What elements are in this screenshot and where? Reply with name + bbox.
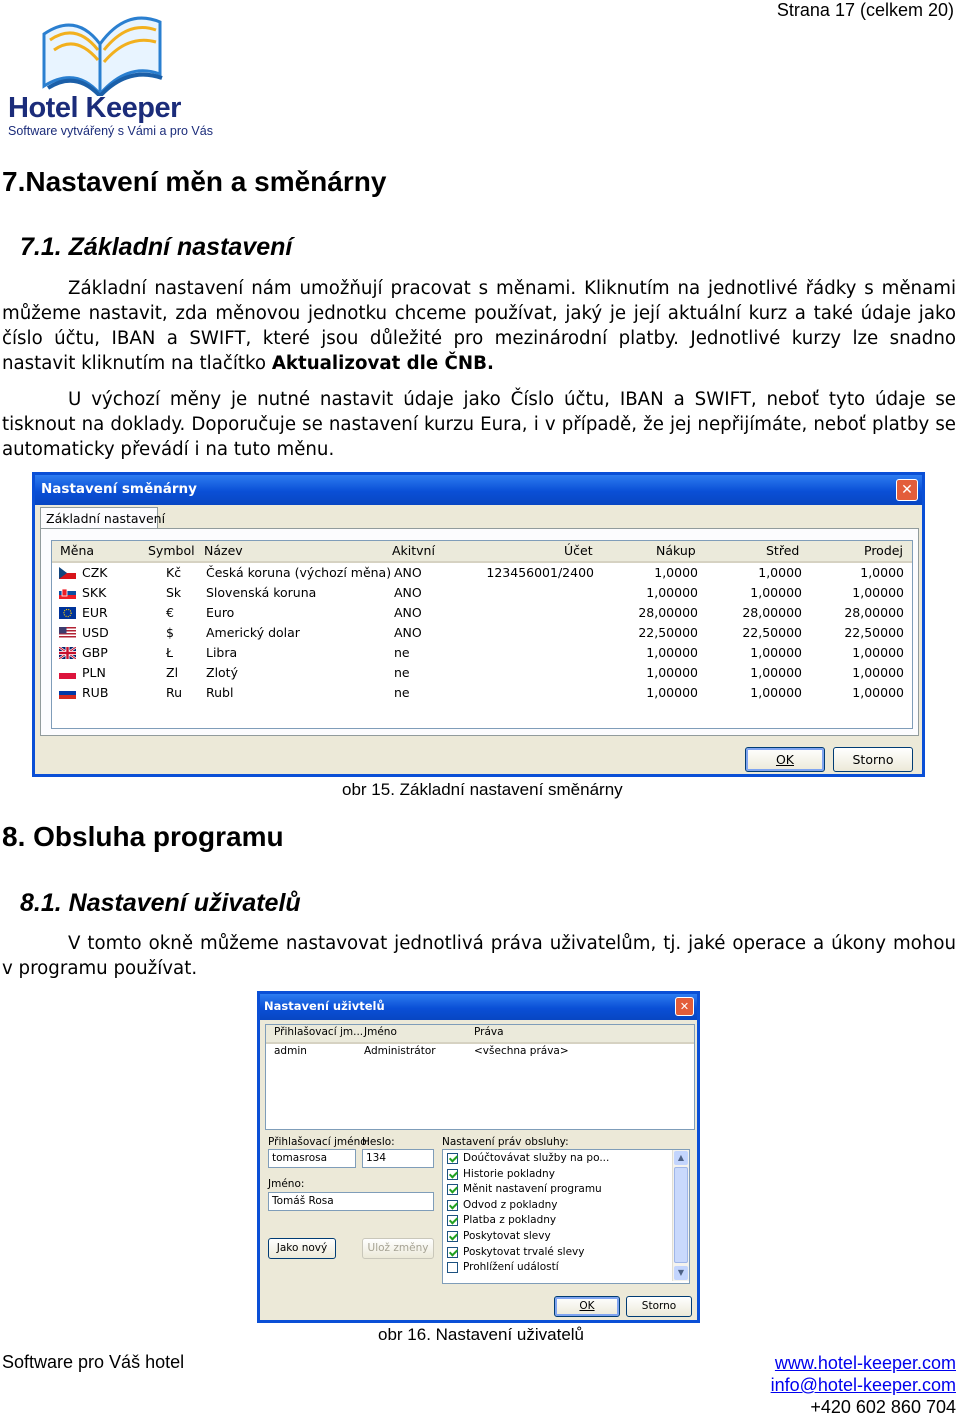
section-8-1-heading: 8.1. Nastavení uživatelů xyxy=(20,889,301,917)
currency-name: Česká koruna (výchozí měna) xyxy=(206,565,392,580)
col-currency[interactable]: Měna xyxy=(60,543,95,558)
section-7-paragraph-1 xyxy=(2,276,956,376)
flag-pl-icon xyxy=(59,667,76,679)
dialog-titlebar xyxy=(260,994,697,1020)
flag-sk-icon xyxy=(59,587,76,599)
ok-button-label: OK xyxy=(579,1300,595,1312)
scroll-up-icon[interactable]: ▲ xyxy=(674,1151,688,1165)
flag-ru-icon xyxy=(59,687,76,699)
col-account[interactable]: Účet xyxy=(564,543,593,558)
permission-checkbox[interactable] xyxy=(447,1200,458,1211)
tab-label: Základní nastavení xyxy=(46,511,166,526)
currency-buy: 22,50000 xyxy=(638,625,698,640)
currency-sell: 1,0000 xyxy=(860,565,904,580)
section-7-1-heading: 7.1. Základní nastavení xyxy=(20,233,293,261)
table-row[interactable] xyxy=(52,563,912,583)
password-input[interactable]: 134 xyxy=(362,1149,434,1168)
permissions-list xyxy=(442,1149,690,1284)
scroll-down-icon[interactable]: ▼ xyxy=(674,1266,688,1280)
table-row[interactable] xyxy=(52,623,912,643)
save-changes-button[interactable] xyxy=(362,1238,434,1259)
permission-label: Odvod z pokladny xyxy=(463,1198,558,1211)
table-header xyxy=(52,541,912,563)
flag-us-icon xyxy=(59,627,76,639)
currency-mid: 22,50000 xyxy=(742,625,802,640)
section-7-heading: 7.Nastavení měn a směnárny xyxy=(2,166,387,197)
currency-sell: 1,00000 xyxy=(852,645,904,660)
email-link[interactable]: info@hotel-keeper.com xyxy=(770,1375,956,1395)
flag-cz-icon xyxy=(59,567,76,579)
currency-symbol: $ xyxy=(166,625,174,640)
permission-label: Měnit nastavení programu xyxy=(463,1183,602,1196)
permission-item[interactable] xyxy=(443,1245,671,1261)
page-number: Strana 17 (celkem 20) xyxy=(776,0,954,20)
section-8-paragraph-text: V tomto okně můžeme nastavovat jednotlivá práva uživatelům, tj. jaké operace a úkony mohou v programu používat. xyxy=(2,933,956,979)
login-input[interactable]: tomasrosa xyxy=(268,1149,356,1168)
user-settings-dialog xyxy=(257,991,700,1323)
permission-checkbox[interactable] xyxy=(447,1262,458,1273)
currency-code: SKK xyxy=(82,585,107,600)
currency-name: Euro xyxy=(206,605,235,620)
currency-active: ANO xyxy=(394,625,422,640)
footer-contacts xyxy=(771,1352,956,1418)
currency-code: GBP xyxy=(82,645,108,660)
currency-mid: 1,00000 xyxy=(750,685,802,700)
currency-symbol: Sk xyxy=(166,585,182,600)
currency-code: CZK xyxy=(82,565,108,580)
currency-mid: 1,00000 xyxy=(750,585,802,600)
logo-tagline: Software vytvářený s Vámi a pro Vás xyxy=(8,124,213,138)
user-rights: <všechna práva> xyxy=(474,1045,569,1057)
currency-account: 123456001/2400 xyxy=(486,565,594,580)
permission-label: Poskytovat slevy xyxy=(463,1230,551,1242)
permission-label: Platba z pokladny xyxy=(463,1214,557,1227)
figure-16-caption: obr 16. Nastavení uživatelů xyxy=(378,1325,585,1344)
currency-buy: 1,0000 xyxy=(654,565,698,580)
permission-label: Historie pokladny xyxy=(463,1167,555,1180)
para2-text: U výchozí měny je nutné nastavit údaje jako Číslo účtu, IBAN a SWIFT, neboť tyto údaje se tisknout na doklady. Doporučuje se nastavení kurzu Eura, i v případě, že jej nepřijímáte, neboť platby se automaticky převádí i na tuto měnu. xyxy=(2,389,956,460)
currency-sell: 28,00000 xyxy=(844,605,904,620)
users-table-header xyxy=(266,1025,694,1044)
col-active[interactable]: Akitvní xyxy=(392,543,435,558)
name-input[interactable]: Tomáš Rosa xyxy=(268,1192,434,1211)
currency-code: USD xyxy=(82,625,109,640)
permission-checkbox[interactable] xyxy=(447,1247,458,1258)
currency-active: ANO xyxy=(394,605,422,620)
currency-mid: 28,00000 xyxy=(742,605,802,620)
currency-symbol: Kč xyxy=(166,565,182,580)
dialog-titlebar xyxy=(35,475,922,505)
user-login: admin xyxy=(274,1045,307,1057)
table-row[interactable] xyxy=(52,643,912,663)
dialog-title: Nastavení směnárny xyxy=(41,481,197,497)
permission-item[interactable] xyxy=(443,1229,671,1245)
permission-checkbox[interactable] xyxy=(447,1153,458,1164)
table-row[interactable] xyxy=(52,663,912,683)
currency-sell: 1,00000 xyxy=(852,585,904,600)
col-mid[interactable]: Střed xyxy=(766,543,800,558)
permission-checkbox[interactable] xyxy=(447,1169,458,1180)
currency-sell: 22,50000 xyxy=(844,625,904,640)
permission-item[interactable] xyxy=(443,1198,671,1214)
ok-button-label: OK xyxy=(775,752,795,767)
permission-checkbox[interactable] xyxy=(447,1231,458,1242)
permission-item[interactable] xyxy=(443,1260,671,1276)
permission-item[interactable] xyxy=(443,1182,671,1198)
hotel-keeper-logo xyxy=(6,4,213,144)
flag-gb-icon xyxy=(59,647,76,659)
currency-buy: 1,00000 xyxy=(646,645,698,660)
login-label: Přihlašovací jméno: xyxy=(268,1136,371,1148)
cancel-button-label: Storno xyxy=(641,1300,677,1312)
currency-name: Americký dolar xyxy=(206,625,300,640)
currency-sell: 1,00000 xyxy=(852,685,904,700)
currency-table xyxy=(51,540,913,729)
currency-buy: 1,00000 xyxy=(646,585,698,600)
website-link[interactable]: www.hotel-keeper.com xyxy=(774,1353,956,1373)
section-7-paragraph-2 xyxy=(2,387,956,462)
scrollbar[interactable] xyxy=(672,1150,689,1281)
permission-item[interactable] xyxy=(443,1151,671,1167)
close-icon[interactable]: ✕ xyxy=(896,479,918,501)
currency-name: Libra xyxy=(206,645,238,660)
currency-mid: 1,00000 xyxy=(750,645,802,660)
tab-basic-settings[interactable] xyxy=(40,507,166,530)
currency-buy: 28,00000 xyxy=(638,605,698,620)
name-label: Jméno: xyxy=(268,1178,305,1190)
currency-symbol: Ru xyxy=(166,685,183,700)
permissions-label: Nastavení práv obsluhy: xyxy=(442,1136,569,1148)
currency-name: Zlotý xyxy=(206,665,238,680)
currency-buy: 1,00000 xyxy=(646,685,698,700)
currency-mid: 1,0000 xyxy=(758,565,802,580)
table-row[interactable] xyxy=(52,603,912,623)
currency-active: ne xyxy=(394,665,410,680)
section-8-heading: 8. Obsluha programu xyxy=(2,821,284,852)
flag-eu-icon xyxy=(59,607,76,619)
currency-symbol: € xyxy=(166,605,174,620)
ok-button[interactable] xyxy=(745,747,825,772)
col-buy[interactable]: Nákup xyxy=(656,543,696,558)
currency-active: ne xyxy=(394,645,410,660)
close-icon[interactable]: ✕ xyxy=(675,997,694,1016)
ok-button[interactable] xyxy=(554,1296,620,1317)
permission-checkbox[interactable] xyxy=(447,1215,458,1226)
footer-slogan: Software pro Váš hotel xyxy=(2,1352,185,1372)
permission-checkbox[interactable] xyxy=(447,1184,458,1195)
currency-code: PLN xyxy=(82,665,106,680)
currency-active: ANO xyxy=(394,565,422,580)
book-icon xyxy=(36,4,166,96)
currency-buy: 1,00000 xyxy=(646,665,698,680)
save-changes-button-label: Ulož změny xyxy=(367,1242,429,1254)
col-name[interactable]: Jméno xyxy=(364,1026,397,1038)
currency-active: ANO xyxy=(394,585,422,600)
section-8-paragraph xyxy=(2,931,956,981)
currency-code: RUB xyxy=(82,685,109,700)
permissions-items xyxy=(443,1151,671,1282)
permission-item[interactable] xyxy=(443,1213,671,1229)
table-row[interactable] xyxy=(266,1044,694,1060)
phone-number: +420 602 860 704 xyxy=(810,1397,956,1417)
exchange-settings-dialog xyxy=(32,472,925,777)
new-user-button-label: Jako nový xyxy=(276,1242,328,1254)
scrollbar-thumb[interactable] xyxy=(674,1167,688,1263)
dialog-title: Nastavení uživtelů xyxy=(264,999,385,1013)
cancel-button[interactable] xyxy=(626,1296,692,1317)
currency-active: ne xyxy=(394,685,410,700)
col-login[interactable]: Přihlašovací jm... xyxy=(274,1026,364,1038)
currency-name: Slovenská koruna xyxy=(206,585,317,600)
currency-code: EUR xyxy=(82,605,108,620)
col-rights[interactable]: Práva xyxy=(474,1026,504,1038)
currency-mid: 1,00000 xyxy=(750,665,802,680)
col-sell[interactable]: Prodej xyxy=(864,543,903,558)
currency-symbol: Ł xyxy=(166,645,174,660)
figure-15-caption: obr 15. Základní nastavení směnárny xyxy=(342,780,623,799)
currency-sell: 1,00000 xyxy=(852,665,904,680)
table-row[interactable] xyxy=(52,583,912,603)
logo-name: Hotel Keeper xyxy=(8,92,181,124)
col-symbol[interactable]: Symbol xyxy=(148,543,195,558)
currency-name: Rubl xyxy=(206,685,234,700)
table-row[interactable] xyxy=(52,683,912,703)
permission-item[interactable] xyxy=(443,1167,671,1183)
password-label: Heslo: xyxy=(362,1136,395,1148)
permission-label: Poskytovat trvalé slevy xyxy=(463,1245,585,1258)
col-name[interactable]: Název xyxy=(204,543,243,558)
cancel-button-label: Storno xyxy=(852,752,894,767)
currency-symbol: Zl xyxy=(166,665,179,680)
cancel-button[interactable] xyxy=(833,747,913,772)
para1-text: Základní nastavení nám umožňují pracovat s měnami. Kliknutím na jednotlivé řádky s měnami můžeme nastavit, zda měnovou jednotku chceme používat, jaký je její aktuální kurz a také údaje jako číslo účtu, IBAN a SWIFT, které jsou důležité pro mezinárodní platby. Jednotlivé kurzy lze snadno nastavit kliknutím na tlačítko xyxy=(2,278,956,374)
users-table xyxy=(265,1024,695,1130)
new-user-button[interactable] xyxy=(268,1238,336,1259)
permission-label: Doúčtovávat služby na po... xyxy=(463,1152,610,1164)
para1-bold-text: Aktualizovat dle ČNB. xyxy=(271,353,494,374)
user-name: Administrátor xyxy=(364,1045,436,1057)
permission-label: Prohlížení událostí xyxy=(463,1261,559,1274)
